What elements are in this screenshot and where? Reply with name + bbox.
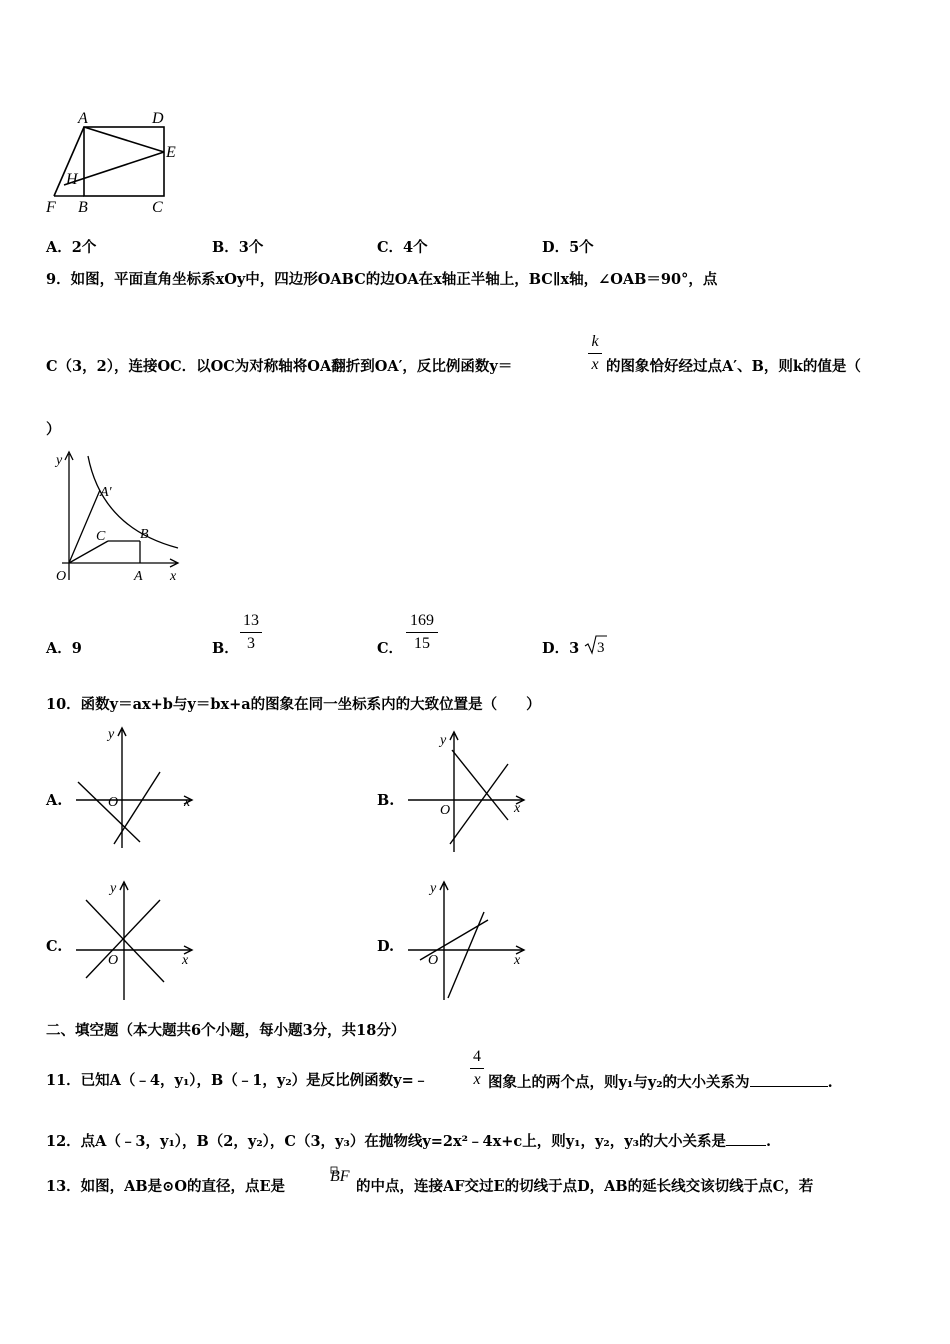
q9-option-a: A．9 xyxy=(46,640,82,657)
fig8-label-E: E xyxy=(166,144,176,161)
q11-frac-num: 4 xyxy=(473,1048,481,1065)
q10c-y-label: y xyxy=(110,881,117,896)
q10-option-a-label: A. xyxy=(46,792,63,809)
q9-fraction xyxy=(588,333,602,374)
q9-line2-part-b: 的图象恰好经过点A′、B，则k的值是（ xyxy=(606,358,861,375)
q10a-x-label: x xyxy=(184,795,191,810)
fig8-label-F: F xyxy=(46,199,56,216)
sqrt-icon xyxy=(584,634,608,656)
q9-option-c-num: 169 xyxy=(410,612,434,629)
q9-graph-label-o: O xyxy=(56,569,67,584)
q10b-y-label: y xyxy=(440,733,447,748)
q10d-x-label: x xyxy=(514,953,521,968)
q9-option-b-den: 3 xyxy=(247,635,255,652)
q8-option-d: D．5个 xyxy=(542,239,594,256)
q10-graph-b xyxy=(404,728,528,854)
q10d-o-label: O xyxy=(428,953,439,968)
q9-option-c-fraction xyxy=(406,612,438,653)
q11-fraction xyxy=(470,1048,484,1089)
q13-part-a: 13．如图，AB是⊙O的直径，点E是 xyxy=(46,1178,286,1195)
q9-graph-label-b: B xyxy=(140,527,149,542)
q9-option-d-radicand: 3 xyxy=(597,640,605,656)
q9-line3: ） xyxy=(46,421,61,438)
q9-graph-label-x: x xyxy=(170,569,177,584)
q11-part-b xyxy=(488,1072,833,1092)
q8-option-a: A．2个 xyxy=(46,239,97,256)
q8-option-c: C．4个 xyxy=(377,239,428,256)
q9-graph-label-aprime: A′ xyxy=(100,485,112,500)
q9-graph-label-y: y xyxy=(56,453,63,468)
q9-option-b-fraction xyxy=(240,612,262,653)
q9-line2-part-a: C（3，2），连接OC．以OC为对称轴将OA翻折到OA′，反比例函数y＝ xyxy=(46,358,513,375)
q9-frac-den: x xyxy=(591,356,599,373)
fig8-label-B: B xyxy=(78,199,88,216)
q10c-x-label: x xyxy=(182,953,189,968)
q10-stem: 10．函数y＝ax+b与y＝bx+a的图象在同一坐标系内的大致位置是（ ） xyxy=(46,696,541,713)
q11-part-b-text: 图象上的两个点，则y₁与y₂的大小关系为 xyxy=(488,1074,750,1091)
q11-answer-blank[interactable] xyxy=(750,1072,828,1087)
q12-line xyxy=(46,1131,771,1151)
q13-arc-label: BF xyxy=(330,1168,350,1185)
q9-option-b-label: B． xyxy=(212,640,239,657)
q12-end: . xyxy=(766,1133,772,1150)
q9-option-b-num: 13 xyxy=(243,612,259,629)
q10-option-b-label: B. xyxy=(377,792,395,809)
q13-part-b: 的中点，连接AF交过E的切线于点D，AB的延长线交该切线于点C，若 xyxy=(356,1178,814,1195)
q10-option-d-label: D. xyxy=(377,938,395,955)
q11-frac-den: x xyxy=(473,1071,481,1088)
section-heading: 二、填空题（本大题共6个小题，每小题3分，共18分） xyxy=(46,1022,406,1039)
fig8-label-C: C xyxy=(152,199,163,216)
q9-option-c-label: C． xyxy=(377,640,404,657)
q9-option-c-den: 15 xyxy=(414,635,430,652)
q9-line1: 9．如图，平面直角坐标系xOy中，四边形OABC的边OA在x轴正半轴上，BC∥x轴，∠OAB＝90°，点 xyxy=(46,271,718,288)
arc-icon xyxy=(330,1166,352,1174)
q10a-y-label: y xyxy=(108,727,115,742)
q10-graph-a xyxy=(72,724,196,850)
q10b-o-label: O xyxy=(440,803,451,818)
fig8-label-A: A xyxy=(78,110,88,127)
q10-graph-c xyxy=(72,878,196,1004)
figure-q9-graph xyxy=(40,448,190,588)
q9-graph-label-c: C xyxy=(96,529,106,544)
q10c-o-label: O xyxy=(108,953,119,968)
q13-arc-bf xyxy=(330,1168,350,1186)
q12-text: 12．点A（﹣3，y₁），B（2，y₂），C（3，y₃）在抛物线y=2x²﹣4x+c上，则y₁，y₂，y₃的大小关系是 xyxy=(46,1133,727,1150)
q9-frac-num: k xyxy=(591,333,599,350)
q10-graph-d xyxy=(404,878,528,1004)
q10-option-c-label: C. xyxy=(46,938,63,955)
q10a-o-label: O xyxy=(108,795,119,810)
q11-part-a: 11．已知A（﹣4，y₁），B（﹣1，y₂）是反比例函数y=﹣ xyxy=(46,1072,429,1089)
q9-graph-label-a: A xyxy=(134,569,143,584)
q12-answer-blank[interactable] xyxy=(726,1131,766,1146)
figure-q8 xyxy=(40,104,190,218)
fig8-label-H: H xyxy=(66,171,78,188)
q10d-y-label: y xyxy=(430,881,437,896)
q10b-x-label: x xyxy=(514,801,521,816)
q9-option-d-label: D．3 xyxy=(542,640,580,657)
q11-end: . xyxy=(827,1074,833,1091)
q8-option-b: B．3个 xyxy=(212,239,264,256)
fig8-label-D: D xyxy=(152,110,164,127)
